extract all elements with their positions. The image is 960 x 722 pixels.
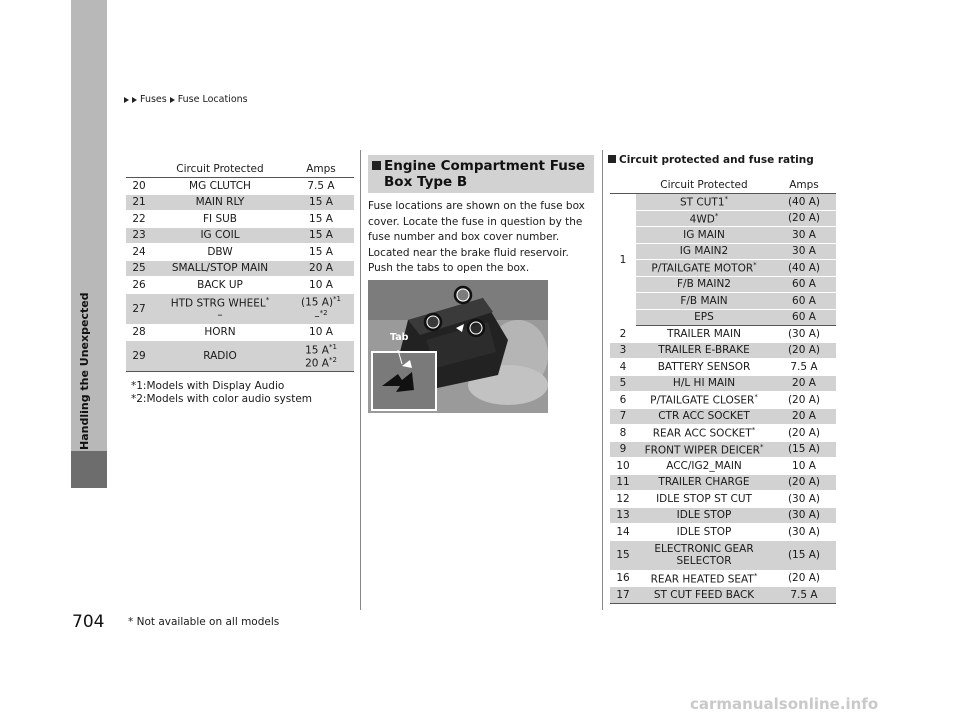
column-divider — [360, 150, 361, 610]
table-header-row — [610, 176, 836, 194]
table-row: 9 FRONT WIPER DEICER* (15 A) — [610, 441, 836, 458]
table-footnotes — [131, 380, 312, 406]
table-row: 11 TRAILER CHARGE (20 A) — [610, 474, 836, 491]
table-row: P/TAILGATE MOTOR* (40 A) — [610, 260, 836, 277]
table-row: IG MAIN2 30 A — [610, 243, 836, 260]
page-number: 704 — [72, 612, 105, 632]
rating-section-title: Circuit protected and fuse rating — [608, 154, 814, 166]
table-row: 1 ST CUT1* (40 A) — [610, 194, 836, 211]
fuse-box-photo — [368, 280, 548, 413]
table-row: 29 RADIO 15 $A^{*1}$ 20 $A^{*2}$ — [126, 341, 354, 372]
table-row: 5 H/L HI MAIN 20 A — [610, 375, 836, 392]
table-row: 8 REAR ACC SOCKET* (20 A) — [610, 425, 836, 442]
table-row: 14 IDLE STOP (30 A) — [610, 524, 836, 541]
table-row: 27 HTD STRG WHEEL* – (15 A)$^{*1}$ –$^{*2}$ — [126, 293, 354, 324]
table-header-row — [126, 160, 354, 178]
photo-callout-label: Tab — [390, 332, 409, 343]
breadcrumb-arrow-icon — [132, 97, 137, 103]
table-row: 7 CTR ACC SOCKET 20 A — [610, 408, 836, 425]
table-row: F/B MAIN 60 A — [610, 293, 836, 310]
table-row: 3 TRAILER E-BRAKE (20 A) — [610, 342, 836, 359]
breadcrumb-link-fuses[interactable]: Fuses — [140, 94, 167, 105]
table-row: 25 SMALL/STOP MAIN 20 A — [126, 260, 354, 277]
table-row: EPS 60 A — [610, 309, 836, 326]
table-row: IG MAIN 30 A — [610, 227, 836, 244]
table-row: 12 IDLE STOP ST CUT (30 A) — [610, 491, 836, 508]
table-row: 20 MG CLUTCH 7.5 A — [126, 178, 354, 195]
table-row: 2 TRAILER MAIN (30 A) — [610, 326, 836, 343]
fuse-rating-table — [610, 176, 836, 604]
column-divider — [602, 150, 603, 610]
footnote: *2:Models with color audio system — [131, 393, 313, 405]
table-row: 22 FI SUB 15 A — [126, 211, 354, 228]
column-header-circuit: Circuit Protected — [636, 176, 772, 194]
chapter-label: Handling the Unexpected — [78, 292, 91, 450]
table-row: 15 ELECTRONIC GEAR SELECTOR (15 A) — [610, 540, 836, 570]
column-header-amps: Amps — [772, 176, 836, 194]
table-row: 26 BACK UP 10 A — [126, 277, 354, 294]
table-row: F/B MAIN2 60 A — [610, 276, 836, 293]
table-row: 28 HORN 10 A — [126, 324, 354, 341]
section-bullet-icon — [608, 155, 616, 163]
table-row: 16 REAR HEATED SEAT* (20 A) — [610, 570, 836, 587]
footnote: *1:Models with Display Audio — [131, 380, 285, 392]
table-row: 13 IDLE STOP (30 A) — [610, 507, 836, 524]
site-watermark: carmanualsonline.info — [690, 695, 879, 713]
breadcrumb — [124, 94, 248, 105]
column-header-circuit: Circuit Protected — [152, 160, 288, 178]
table-row: 24 DBW 15 A — [126, 244, 354, 261]
table-row: 4 BATTERY SENSOR 7.5 A — [610, 359, 836, 376]
fuse-table-continued — [126, 160, 354, 372]
section-bullet-icon — [372, 161, 381, 170]
table-row: 6 P/TAILGATE CLOSER* (20 A) — [610, 392, 836, 409]
table-row: 17 ST CUT FEED BACK 7.5 A — [610, 587, 836, 604]
table-row: 10 ACC/IG2_MAIN 10 A — [610, 458, 836, 475]
chapter-tab-marker — [71, 451, 107, 488]
footer-note: * Not available on all models — [128, 616, 280, 628]
column-header-amps: Amps — [288, 160, 354, 178]
table-row: 4WD* (20 A) — [610, 210, 836, 227]
section-title: Engine Compartment Fuse Box Type B — [372, 158, 585, 190]
engine-compartment-illustration — [368, 280, 548, 413]
breadcrumb-arrow-icon — [124, 97, 129, 103]
table-row: 23 IG COIL 15 A — [126, 227, 354, 244]
breadcrumb-link-fuse-locations[interactable]: Fuse Locations — [177, 94, 248, 105]
breadcrumb-arrow-icon — [170, 97, 175, 103]
table-row: 21 MAIN RLY 15 A — [126, 194, 354, 211]
section-paragraph: Fuse locations are shown on the fuse box cover. Locate the fuse in question by the fuse number and box cover number. Located near the brake fluid reservoir. Push the tabs to open the box. — [368, 200, 585, 274]
